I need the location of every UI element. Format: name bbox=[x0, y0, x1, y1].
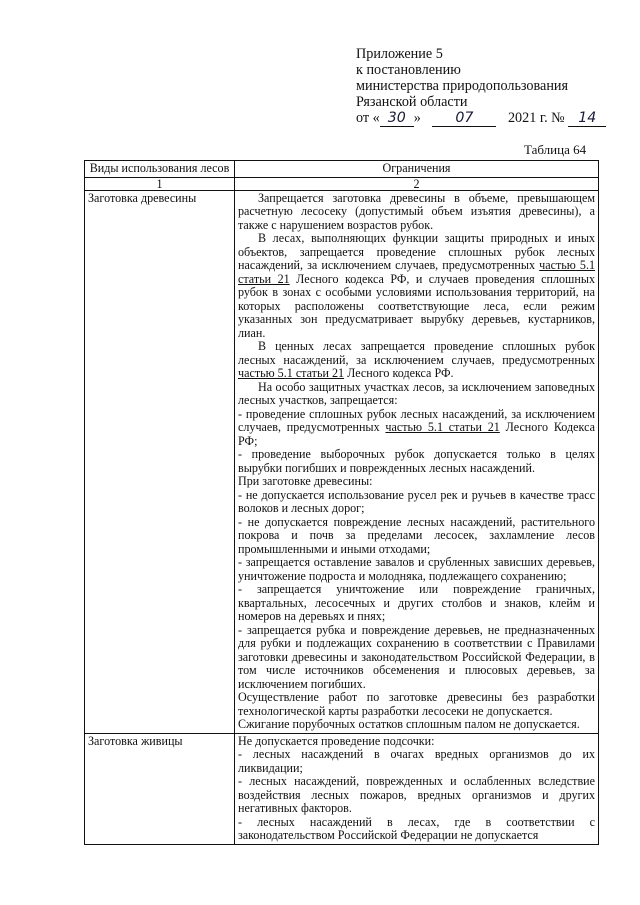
paragraph: Запрещается заготовка древесины в объеме, превышающем расчетную лесосеку (допустимый объем изъятия древесины), а также с нарушением возрастов рубок. bbox=[238, 190, 595, 232]
table-header-row bbox=[85, 161, 599, 178]
paragraph: - запрещается рубка и повреждение деревьев, не предназначенных для рубки и подлежащих сохранению в соответствии с Правилами заготовки древесины и законодательством Российской Федерации, в том числе источников обсеменения и плюсовых деревьев, за исключением погибших. bbox=[238, 622, 595, 691]
paragraph: Сжигание порубочных остатков сплошным палом не допускается. bbox=[238, 717, 580, 731]
paragraph: - лесных насаждений, поврежденных и ослабленных вследствие воздействия лесных пожаров, вредных организмов и других негативных факторов. bbox=[238, 774, 595, 815]
restrictions-table bbox=[84, 160, 599, 845]
paragraph: - проведение выборочных рубок допускается только в целях вырубки погибших и поврежденных лесных насаждений. bbox=[238, 447, 595, 475]
paragraph: - не допускается использование русел рек и ручьев в качестве трасс волоков и лесных дорог; bbox=[238, 487, 595, 515]
decree-date-line: от « 30 » 07 2021 г. № 14 bbox=[356, 110, 606, 127]
paragraph: - запрещается оставление завалов и срубленных зависших деревьев, уничтожение подроста и молодняка, подлежащего сохранению; bbox=[238, 555, 595, 583]
table-row bbox=[85, 190, 599, 733]
paragraph: Осуществление работ по заготовке древесины без разработки технологической карты разработки лесосеки не допускается. bbox=[238, 690, 595, 718]
region-name: Рязанской области bbox=[356, 94, 468, 110]
appendix-title: Приложение 5 bbox=[356, 46, 443, 62]
forest-use-type: Заготовка живицы bbox=[85, 733, 235, 844]
document-header bbox=[356, 46, 606, 127]
table-row bbox=[85, 733, 599, 844]
restrictions-cell bbox=[235, 190, 599, 733]
forest-use-type: Заготовка древесины bbox=[85, 190, 235, 733]
paragraph: - не допускается повреждение лесных насаждений, растительного покрова и почв за пределами лесосек, захламление лесов промышленными и иными отходами; bbox=[238, 514, 595, 556]
handwritten-number: 14 bbox=[568, 110, 606, 127]
paragraph: Не допускается проведение подсочки: bbox=[238, 733, 435, 748]
paragraph: - запрещается уничтожение или повреждение граничных, квартальных, лесосечных и других столбов и знаков, клейм и номеров на деревьях и пнях; bbox=[238, 582, 595, 623]
column-number-row bbox=[85, 177, 599, 190]
law-link[interactable]: частью 5.1 статьи 21 bbox=[238, 258, 596, 286]
column-header-forest-use: Виды использования лесов bbox=[85, 161, 235, 178]
paragraph: - лесных насаждений в лесах, где в соответствии с законодательством Российской Федерации не допускается bbox=[238, 814, 595, 842]
paragraph: - лесных насаждений в очагах вредных организмов до их ликвидации; bbox=[238, 747, 595, 775]
paragraph: На особо защитных участках лесов, за исключением заповедных лесных участков, запрещается: bbox=[238, 379, 595, 407]
law-link[interactable]: частью 5.1 статьи 21 bbox=[385, 420, 500, 434]
handwritten-day: 30 bbox=[380, 110, 414, 127]
handwritten-month: 07 bbox=[432, 110, 496, 127]
paragraph: В лесах, выполняющих функции защиты природных и иных объектов, запрещается проведение сплошных рубок лесных насаждений, за исключением случаев, предусмотренных частью 5.1 статьи 21 Лесного кодекса РФ, и случаев проведения сплошных рубок в зонах с особыми условиями использования территорий, на которых расположены соответствующие леса, если режим указанных зон предусматривает вырубку деревьев, кустарников, лиан. bbox=[238, 231, 596, 340]
paragraph: - проведение сплошных рубок лесных насаждений, за исключением случаев, предусмотренных частью 5.1 статьи 21 Лесного Кодекса РФ; bbox=[238, 406, 595, 448]
column-header-restrictions: Ограничения bbox=[235, 161, 599, 178]
column-number-2: 2 bbox=[235, 177, 599, 190]
paragraph: В ценных лесах запрещается проведение сплошных рубок лесных насаждений, за исключением случаев, предусмотренных частью 5.1 статьи 21 Лесного кодекса РФ. bbox=[238, 339, 595, 380]
paragraph: При заготовке древесины: bbox=[238, 474, 373, 488]
ministry-name: министерства природопользования bbox=[356, 78, 569, 94]
column-number-1: 1 bbox=[85, 177, 235, 190]
table-label: Таблица 64 bbox=[524, 142, 587, 157]
decree-reference: к постановлению bbox=[356, 62, 461, 78]
restrictions-cell bbox=[235, 733, 599, 844]
law-link[interactable]: частью 5.1 статьи 21 bbox=[238, 366, 345, 380]
